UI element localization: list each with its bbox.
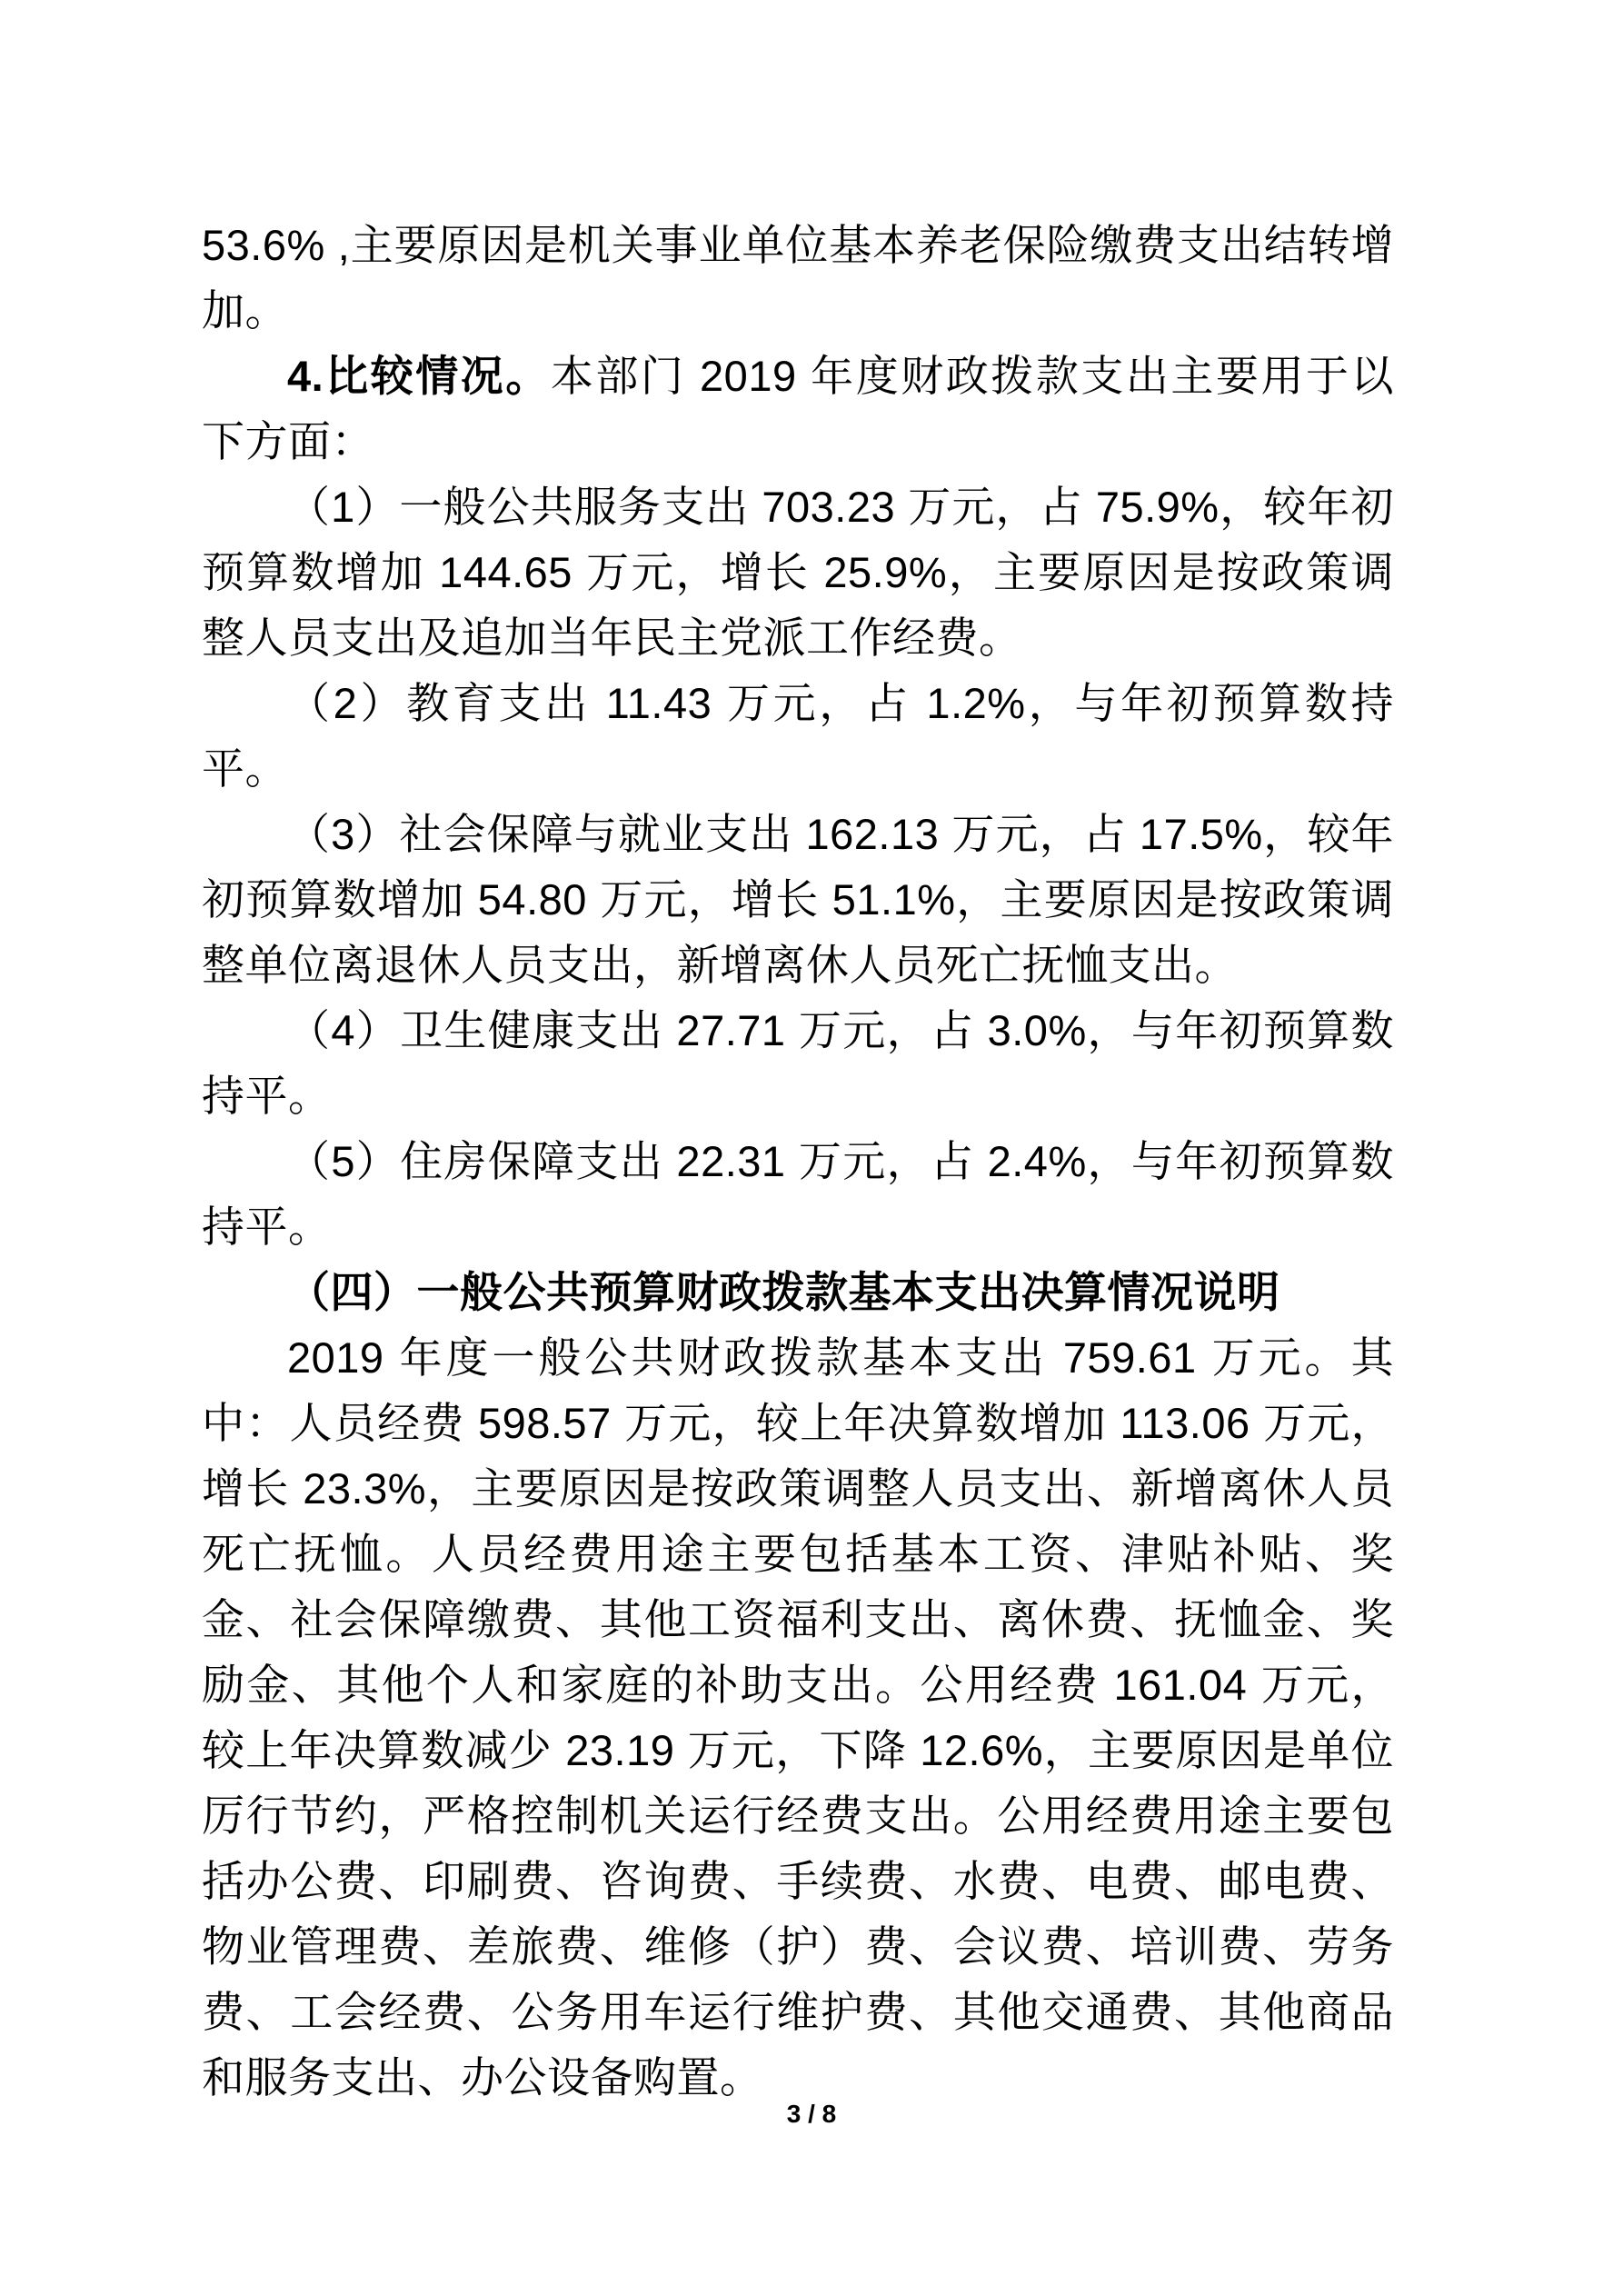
paragraph-item-3: （3）社会保障与就业支出 162.13 万元，占 17.5%，较年初预算数增加 54.80 万元，增长 51.1%，主要原因是按政策调整单位离退休人员支出，新增离休人员死亡抚恤支出。 <box>202 810 1394 989</box>
paragraph-continuation: 53.6% ,主要原因是机关事业单位基本养老保险缴费支出结转增加。 <box>202 221 1394 334</box>
document-body <box>202 213 1394 2111</box>
paragraph-item-2: （2）教育支出 11.43 万元，占 1.2%，与年初预算数持平。 <box>202 679 1394 793</box>
paragraph-item-1: （1）一般公共服务支出 703.23 万元，占 75.9%，较年初预算数增加 144.65 万元，增长 25.9%，主要原因是按政策调整人员支出及追加当年民主党派工作经费。 <box>202 483 1394 662</box>
paragraph-item-5: （5）住房保障支出 22.31 万元，占 2.4%，与年初预算数持平。 <box>202 1137 1394 1251</box>
comparison-intro-text: 本部门 2019 年度财政拨款支出主要用于以下方面： <box>202 352 1395 465</box>
paragraph-basic-expenditure-detail: 2019 年度一般公共财政拨款基本支出 759.61 万元。其中：人员经费 598.57 万元，较上年决算数增加 113.06 万元，增长 23.3%，主要原因是按政策调整人员支出、新增离休人员死亡抚恤。人员经费用途主要包括基本工资、津贴补贴、奖金、社会保障缴费、其他工资福利支出、离休费、抚恤金、奖励金、其他个人和家庭的补助支出。公用经费 161.04 万元，较上年决算数减少 23.19 万元，下降 12.6%，主要原因是单位厉行节约，严格控制机关运行经费支出。公用经费用途主要包括办公费、印刷费、咨询费、手续费、水费、电费、邮电费、物业管理费、差旅费、维修（护）费、会议费、培训费、劳务费、工会经费、公务用车运行维护费、其他交通费、其他商品和服务支出、办公设备购置。 <box>202 1333 1394 2101</box>
section-heading-basic-expenditure: （四）一般公共预算财政拨款基本支出决算情况说明 <box>287 1268 1280 1316</box>
page-number: 3 / 8 <box>786 2100 837 2128</box>
comparison-heading-label: 4.比较情况。 <box>287 352 551 400</box>
paragraph-item-4: （4）卫生健康支出 27.71 万元，占 3.0%，与年初预算数持平。 <box>202 1006 1394 1120</box>
paragraph-comparison-intro <box>202 344 1394 474</box>
